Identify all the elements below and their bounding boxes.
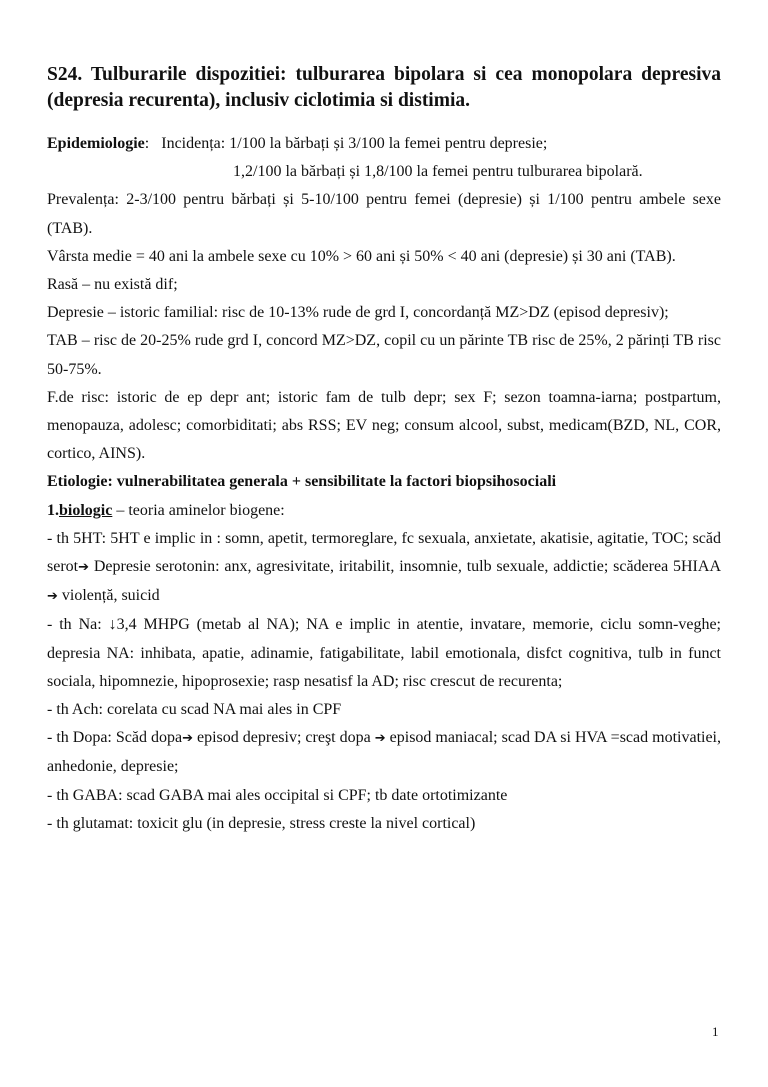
- epidemiology-colon: :: [144, 135, 150, 152]
- th-dopa-part-2: episod depresiv; creşt dopa: [193, 729, 375, 747]
- depression-history-paragraph: Depresie – istoric familial: risc de 10-13% rude de grd I, concordanță MZ>DZ (episod depresiv);: [47, 304, 669, 322]
- th-5ht-part-1: - th 5HT: 5HT e implic in : somn, apetit, termoreglare, fc sexuala, anxietate, akatisie, agitatie, TOC; scăd serot: [47, 529, 721, 576]
- page-number: 1: [712, 1024, 719, 1039]
- prevalence-paragraph: Prevalența: 2-3/100 pentru bărbați și 5-10/100 pentru femei (depresie) și 1/100 pentru ambele sexe (TAB).: [47, 191, 721, 237]
- epidemiology-label: Epidemiologie: [47, 135, 145, 152]
- section-title: S24. Tulburarile dispozitiei: tulburarea bipolara si cea monopolara depresiva (depresia recurenta), inclusiv ciclotimia si distimia.: [47, 64, 721, 111]
- biologic-word: biologic: [59, 501, 113, 519]
- age-paragraph: Vârsta medie = 40 ani la ambele sexe cu 10% > 60 ani și 50% < 40 ani (depresie) și 30 ani (TAB).: [47, 247, 676, 265]
- th-glutamat-paragraph: - th glutamat: toxicit glu (in depresie, stress creste la nivel cortical): [47, 814, 476, 832]
- arrow-right-icon: ➔: [78, 560, 90, 576]
- arrow-right-icon: ➔: [182, 731, 193, 747]
- document-page: [47, 62, 721, 838]
- risk-factors-paragraph: F.de risc: istoric de ep depr ant; istoric fam de tulb depr; sex F; sezon toamna-iarna; postpartum, menopauza, adolesc; comorbiditati; abs RSS; EV neg; consum alcool, subst, medicam(BZD, NL, COR, cortico, AINS).: [47, 388, 721, 463]
- th-5ht-paragraph: [47, 525, 721, 612]
- epidemiology-line-2: 1,2/100 la bărbați și 1,8/100 la femei pentru tulburarea bipolară.: [233, 163, 643, 181]
- tab-risk-paragraph: TAB – risc de 20-25% rude grd I, concord MZ>DZ, copil cu un părinte TB risc de 25%, 2 părinți TB risc 50-75%.: [47, 332, 721, 378]
- race-paragraph: Rasă – nu există dif;: [47, 276, 178, 294]
- biologic-number: 1.: [47, 501, 59, 519]
- th-dopa-paragraph: [47, 724, 721, 781]
- etiology-heading: Etiologie: vulnerabilitatea generala + sensibilitate la factori biopsihosociali: [47, 473, 557, 491]
- th-ach-paragraph: - th Ach: corelata cu scad NA mai ales in CPF: [47, 701, 342, 719]
- th-gaba-paragraph: - th GABA: scad GABA mai ales occipital si CPF; tb date ortotimizante: [47, 786, 508, 804]
- epidemiology-line-1: [47, 130, 721, 158]
- th-dopa-part-3: episod maniacal; scad DA si HVA =scad motivatiei, anhedonie, depresie;: [47, 729, 722, 776]
- biologic-rest: – teoria aminelor biogene:: [112, 501, 285, 519]
- th-dopa-part-1: - th Dopa: Scăd dopa: [47, 729, 183, 747]
- biologic-heading: [47, 497, 721, 525]
- arrow-right-icon: ➔: [47, 589, 58, 605]
- th-5ht-part-3: violență, suicid: [57, 587, 160, 605]
- arrow-right-icon: ➔: [374, 731, 386, 747]
- incidence-text: Incidența: 1/100 la bărbați și 3/100 la femei pentru depresie;: [161, 135, 548, 152]
- th-na-paragraph: - th Na: ↓3,4 MHPG (metab al NA); NA e implic in atentie, invatare, memorie, ciclu somn-veghe; depresia NA: inhibata, apatie, adinamie, fatigabilitate, labil emotionala, disfct cognitiva, tulb in funct sociala, hipomnezie, hipoprosexie; rasp nesatisf la AD; risc crescut de recurenta;: [47, 616, 721, 690]
- th-5ht-part-2: Depresie serotonin: anx, agresivitate, iritabilit, insomnie, tulb sexuale, addictie; scăderea 5HIAA: [89, 558, 721, 576]
